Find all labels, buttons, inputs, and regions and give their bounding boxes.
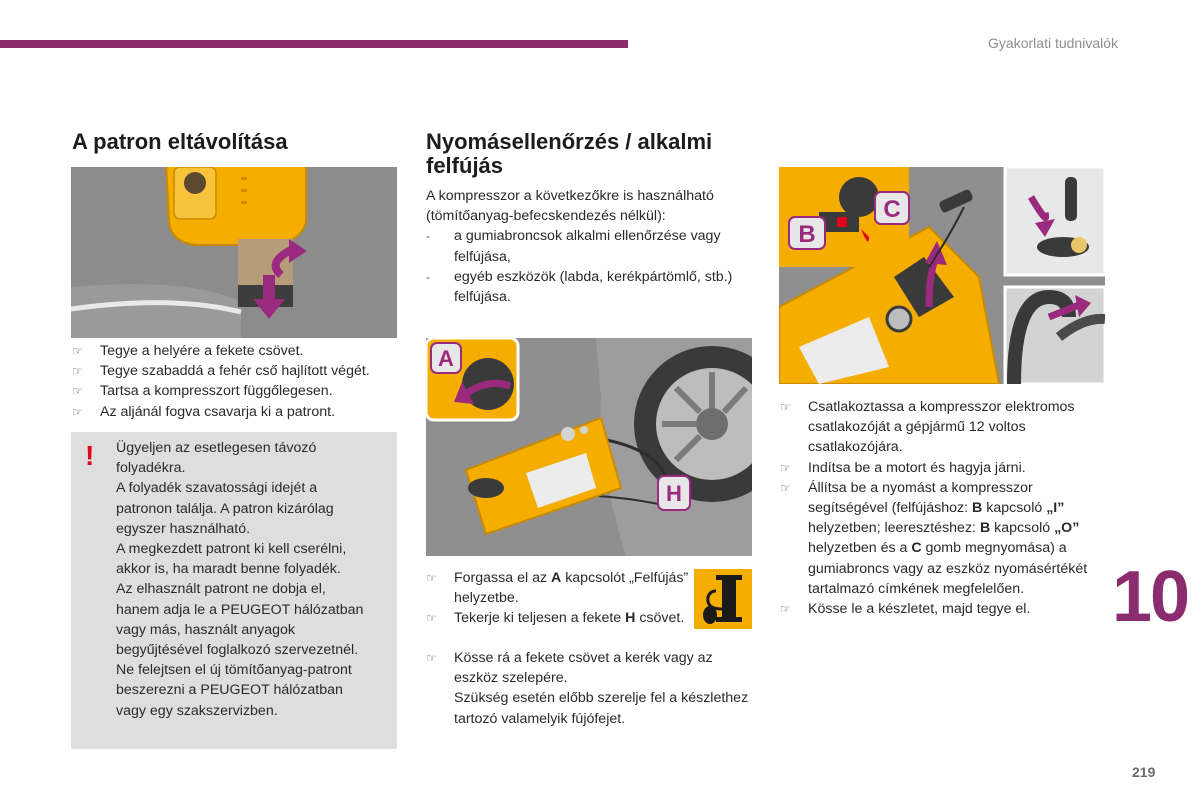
pointing-hand-icon: ☞: [780, 602, 791, 617]
note-item: [426, 688, 756, 728]
warning-line: A megkezdett patront ki kell cserélni,: [116, 541, 347, 558]
section-color-bar: [0, 40, 628, 48]
step-text: Kösse le a készletet, majd tegye el.: [808, 601, 1031, 618]
middle-intro-block: [426, 186, 756, 307]
list-item: - egyéb eszközök (labda, kerékpártömlő, stb.) felfújása.: [426, 268, 733, 306]
step-text: Indítsa be a motort és hagyja járni.: [808, 459, 1026, 476]
pointing-hand-icon: ☞: [72, 404, 83, 419]
pointing-hand-icon: ☞: [72, 364, 83, 379]
compressor-inflation-illustration: [426, 338, 752, 556]
warning-line: patronon találja. A patron kizárólag: [116, 500, 334, 517]
pointing-hand-icon: ☞: [780, 460, 791, 475]
middle-steps-cont: [426, 648, 756, 729]
cartridge-removal-illustration: [71, 167, 397, 338]
inflation-pump-icon: [694, 569, 752, 629]
list-item: ☞ Állítsa be a nyomást a kompresszor segítségével (felfújáshoz: B kapcsoló „I” helyzetben; leeresztéshez: B kapcsoló „O” helyzetben és a C gomb megnyomása) a gumiabroncs vagy az eszköz nyomásértékét tartalmazó címkének megfelelően.: [780, 479, 1088, 597]
intro-text: A kompresszor a következőkre is használható (tömítőanyag-befecskendezés nélkül):: [426, 188, 714, 225]
warning-line: Ne felejtsen el új tömítőanyag-patront: [116, 662, 352, 679]
list-item: ☞ Kösse rá a fekete csövet a kerék vagy az eszköz szelepére.: [426, 650, 713, 687]
warning-line: beszerezni a PEUGEOT hálózatban: [116, 682, 343, 699]
warning-line: akkor is, ha maradt benne folyadék.: [116, 561, 341, 578]
section-header: Gyakorlati tudnivalók: [988, 35, 1118, 51]
label-b: B: [798, 221, 816, 248]
middle-steps: [426, 568, 696, 629]
list-item: [780, 599, 1110, 619]
left-steps: [72, 341, 402, 422]
warning-box: [71, 432, 397, 749]
note-text: Szükség esetén előbb szerelje fel a készlethez tartozó valamelyik fújófejet.: [454, 690, 749, 727]
warning-text: [116, 438, 386, 721]
compressor-connection-illustration: [779, 167, 1105, 384]
page-number: 219: [1132, 764, 1156, 780]
pointing-hand-icon: ☞: [426, 611, 437, 626]
chapter-number: 10: [1112, 557, 1189, 637]
middle-section-title: Nyomásellenőrzés / alkalmi felfújás: [426, 129, 713, 178]
list-item: - a gumiabroncsok alkalmi ellenőrzése vagy felfújása,: [426, 228, 721, 265]
warning-exclamation-icon: !: [85, 440, 95, 471]
pointing-hand-icon: ☞: [72, 344, 83, 358]
use-text: egyéb eszközök (labda, kerékpártömlő, stb.) felfújása.: [454, 268, 733, 306]
step-text: Tegye a helyére a fekete csövet.: [100, 343, 304, 359]
left-section-title: A patron eltávolítása: [72, 129, 288, 154]
pointing-hand-icon: ☞: [426, 651, 437, 665]
list-item: [780, 458, 1110, 478]
step-text: Tegye szabaddá a fehér cső hajlított végét.: [100, 363, 370, 380]
label-h: H: [666, 481, 682, 506]
step-text: Csatlakoztassa a kompresszor elektromos csatlakozóját a gépjármű 12 voltos csatlakozójára.: [808, 399, 1075, 456]
use-text: a gumiabroncsok alkalmi ellenőrzése vagy felfújása,: [454, 228, 721, 265]
warning-line: vagy más, használt anyagok: [116, 621, 296, 638]
pointing-hand-icon: ☞: [780, 400, 791, 414]
warning-line: Ügyeljen az esetlegesen távozó: [116, 440, 317, 456]
warning-line: folyadékra.: [116, 460, 186, 477]
list-item: [72, 361, 402, 381]
label-a: A: [438, 346, 454, 371]
list-item: [72, 402, 402, 422]
warning-line: Az elhasznált patront ne dobja el,: [116, 581, 326, 598]
step-text: Az aljánál fogva csavarja ki a patront.: [100, 403, 336, 420]
list-item: ☞ Forgassa el az A kapcsolót „Felfújás” helyzetbe.: [426, 570, 689, 607]
warning-line: A folyadék szavatossági idejét a: [116, 480, 318, 497]
pointing-hand-icon: ☞: [72, 384, 83, 399]
pointing-hand-icon: ☞: [426, 571, 437, 585]
warning-line: vagy egy szakszervizben.: [116, 702, 278, 719]
list-item: [72, 381, 402, 401]
warning-line: hanem adja le a PEUGEOT hálózatban: [116, 601, 364, 618]
label-c: C: [883, 196, 901, 223]
pointing-hand-icon: ☞: [780, 480, 791, 495]
list-item: ☞ Tekerje ki teljesen a fekete H csövet.: [426, 608, 696, 628]
warning-line: egyszer használható.: [116, 520, 251, 537]
list-item: [780, 397, 1110, 458]
right-steps: [780, 397, 1110, 619]
warning-line: begyűjtésével foglalkozó szervezetnél.: [116, 642, 359, 659]
list-item: [72, 341, 402, 361]
step-text: Tartsa a kompresszort függőlegesen.: [100, 383, 333, 400]
